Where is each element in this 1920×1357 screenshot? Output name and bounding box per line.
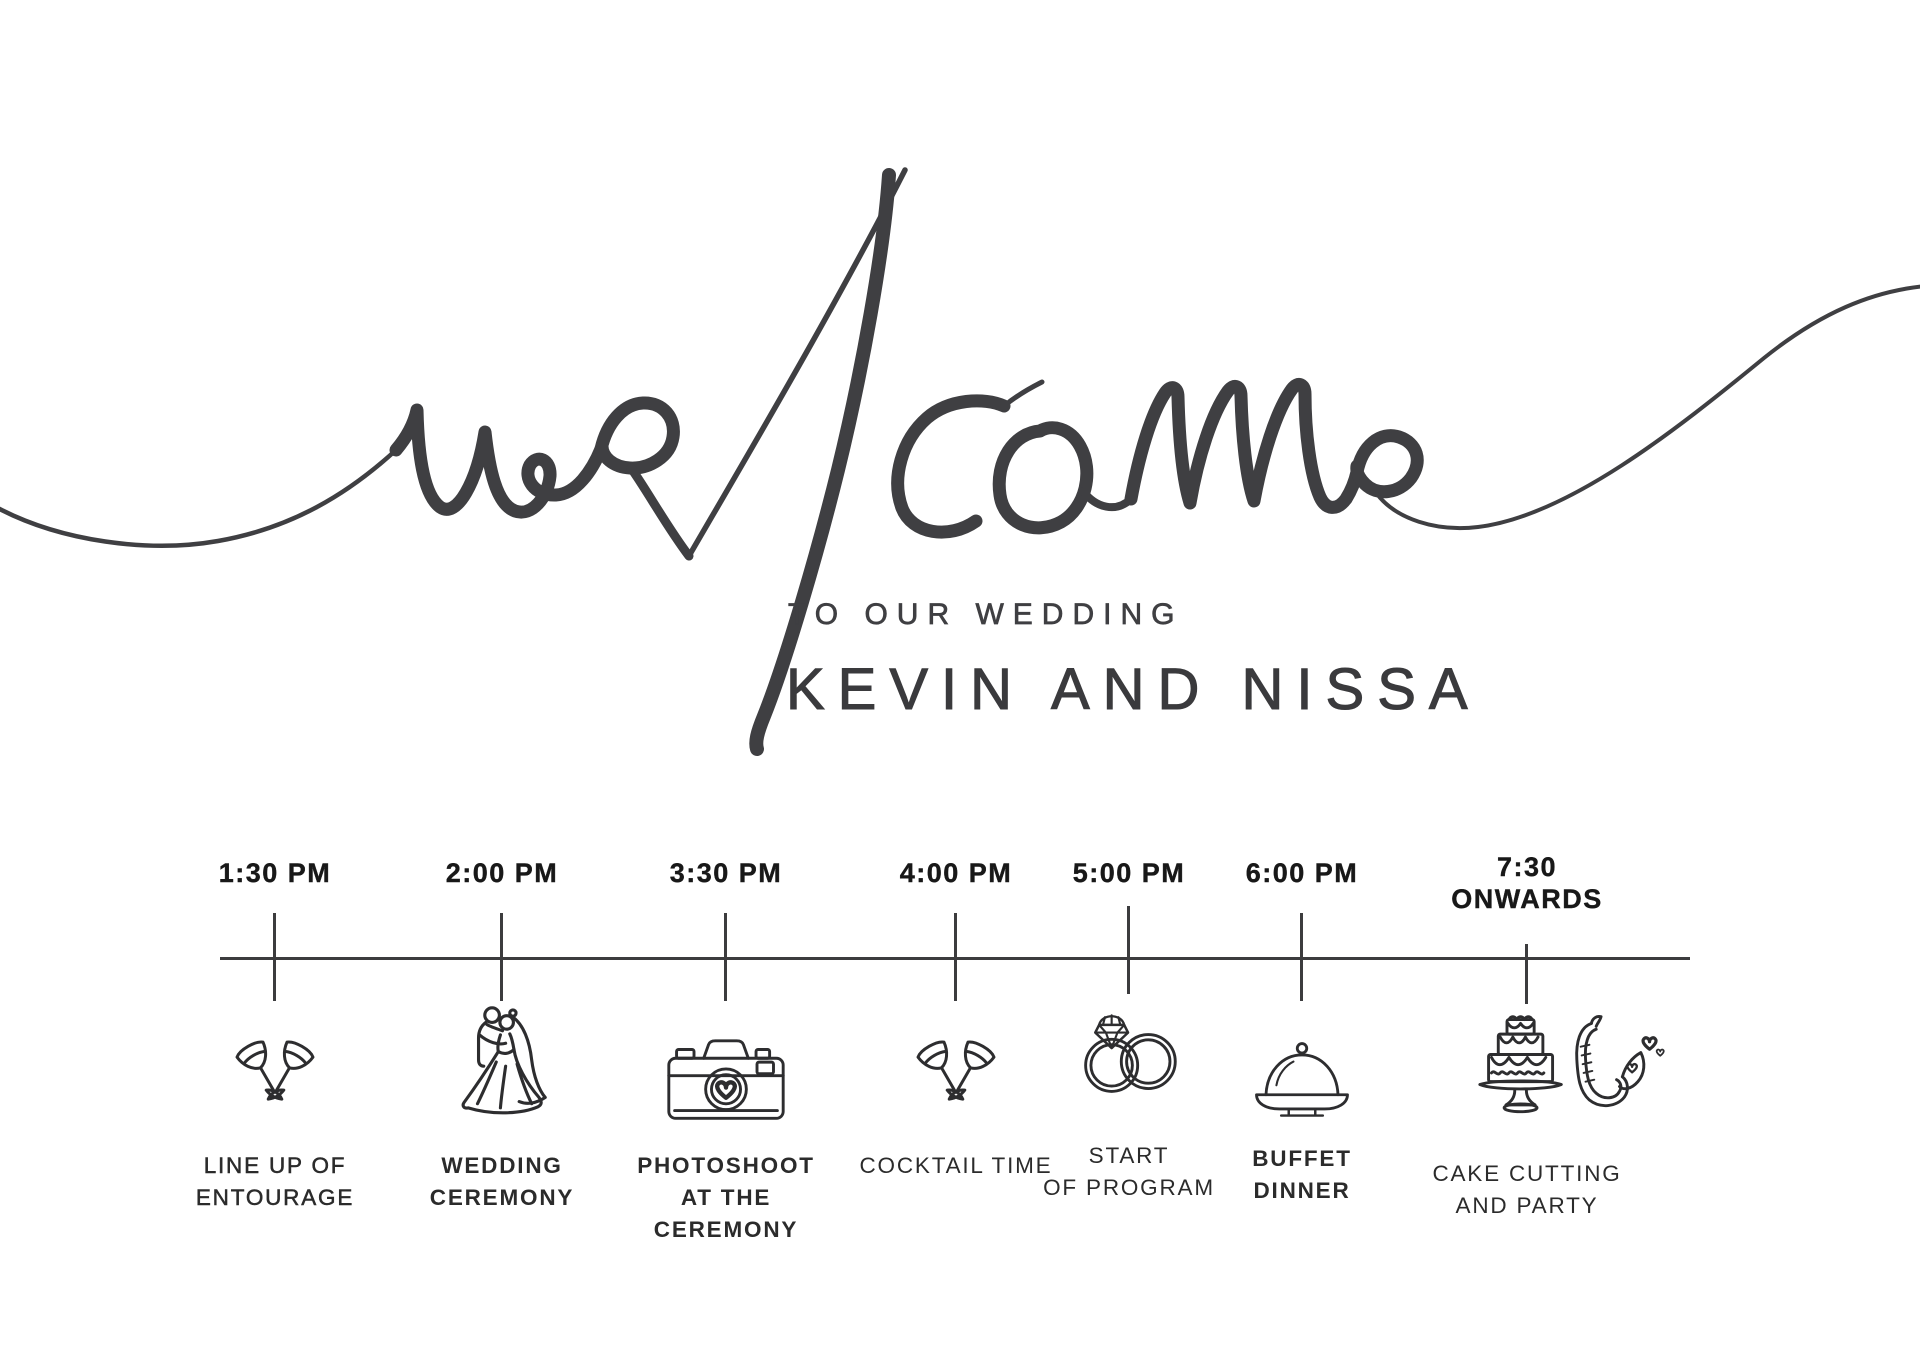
event-label: START OF PROGRAM [1043,1143,1215,1200]
timeline-tick [1300,913,1303,1001]
couple-names: KEVIN AND NISSA [786,657,1481,722]
event-time: 7:30 ONWARDS [1451,852,1603,914]
timeline-tick [273,913,276,1001]
champagne-toast-icon [225,1028,325,1123]
event-label: BUFFET DINNER [1252,1146,1352,1203]
event-label: CAKE CUTTING AND PARTY [1432,1161,1622,1218]
timeline-tick [1525,944,1528,1004]
timeline-tick [1127,906,1130,994]
bride-groom-icon [440,998,565,1126]
event-label: WEDDING CEREMONY [429,1153,575,1210]
event-time: 5:00 PM [1072,858,1186,888]
cloche-icon [1245,1036,1359,1126]
left-swash [0,450,396,546]
timeline-tick [954,913,957,1001]
camera-heart-icon [663,1033,789,1130]
timeline-tick [724,913,727,1001]
subtitle: TO OUR WEDDING [788,598,1184,631]
champagne-toast-icon [906,1028,1006,1123]
event-time: 4:00 PM [899,858,1013,888]
wedding-rings-icon [1066,996,1192,1102]
cake-saxophone-icon [1473,1006,1669,1134]
event-time: 6:00 PM [1245,858,1359,888]
event-label: LINE UP OF ENTOURAGE [195,1153,355,1210]
right-swash [1377,286,1920,528]
event-label: PHOTOSHOOT AT THE CEREMONY [637,1153,815,1242]
event-time: 2:00 PM [445,858,559,888]
event-time: 3:30 PM [669,858,783,888]
timeline-tick [500,913,503,1001]
event-label: COCKTAIL TIME [859,1153,1053,1178]
event-time: 1:30 PM [218,858,332,888]
